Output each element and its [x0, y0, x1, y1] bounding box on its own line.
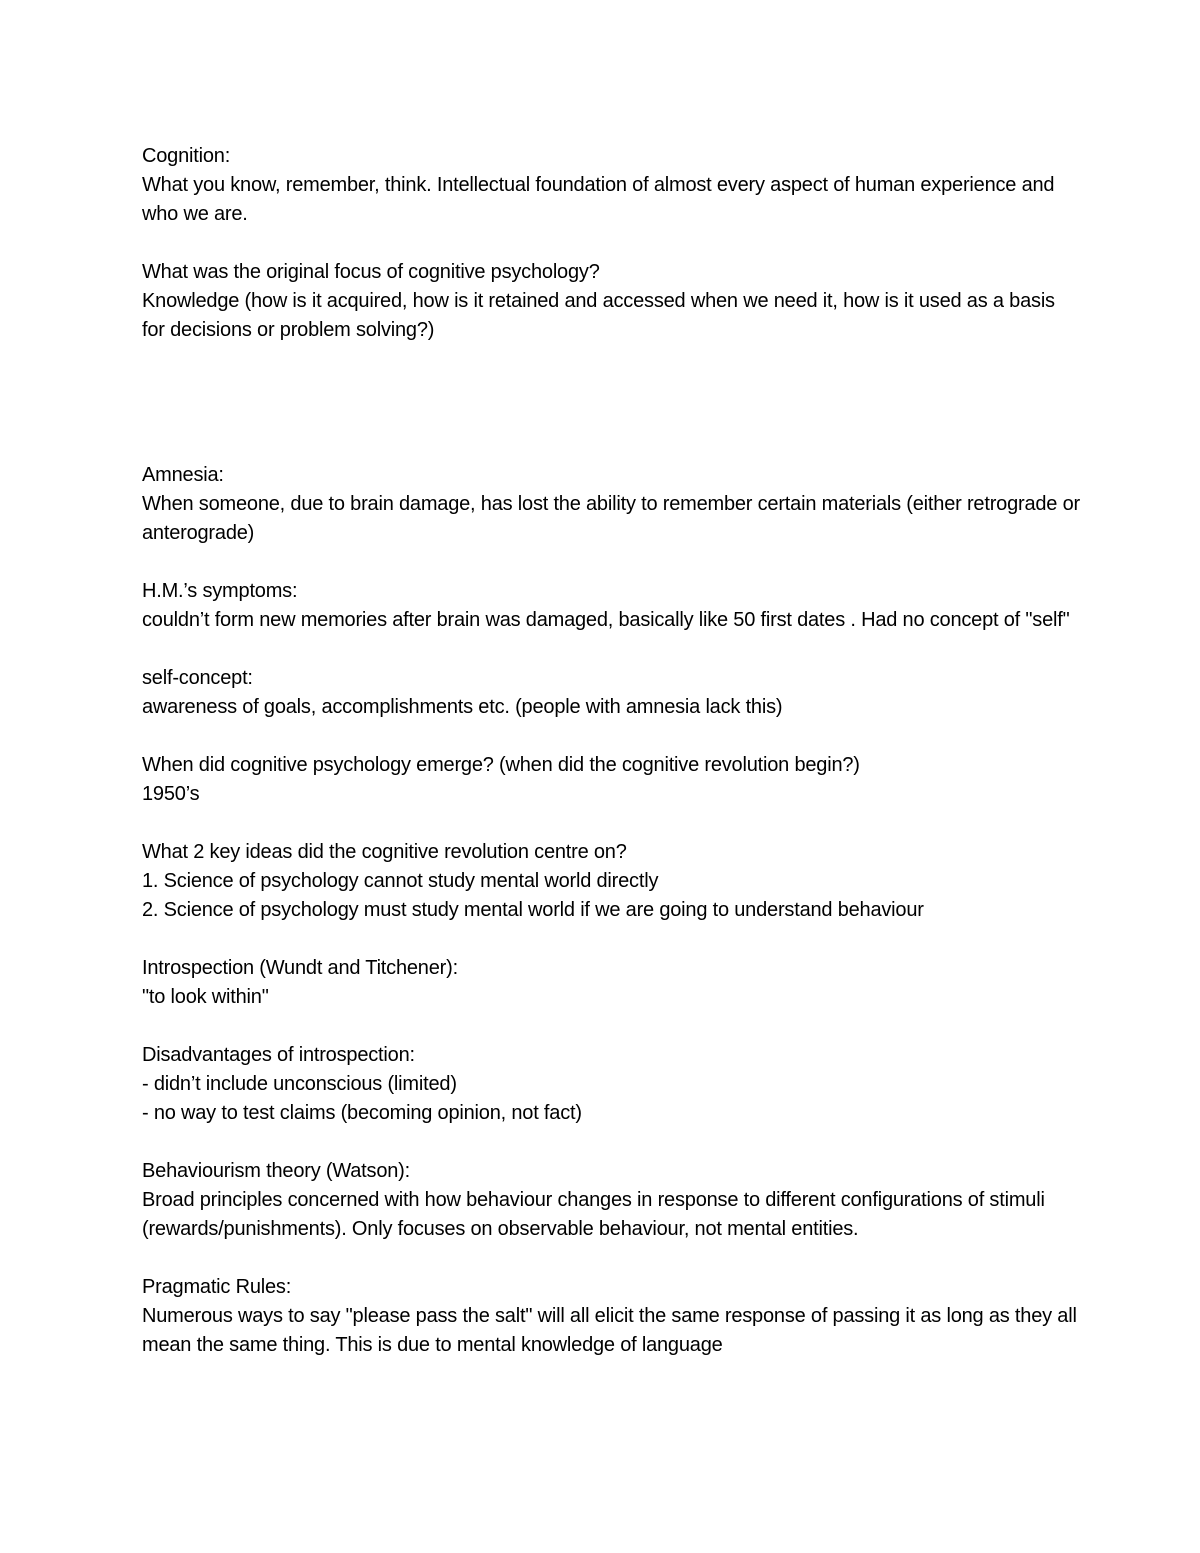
section-heading: Introspection (Wundt and Titchener): — [142, 957, 458, 979]
document-page — [142, 142, 1082, 1360]
section-self-concept — [142, 664, 1082, 722]
list-item: - no way to test claims (becoming opinion, not fact) — [142, 1102, 582, 1124]
section-hm-symptoms — [142, 577, 1082, 635]
section-heading: H.M.’s symptoms: — [142, 580, 298, 602]
section-heading: What was the original focus of cognitive psychology? — [142, 261, 600, 283]
section-heading: What 2 key ideas did the cognitive revolution centre on? — [142, 841, 627, 863]
section-text: What you know, remember, think. Intellectual foundation of almost every aspect of human experience and who we are. — [142, 174, 1055, 225]
section-heading: Cognition: — [142, 145, 231, 167]
section-emergence — [142, 751, 1082, 809]
section-heading: Pragmatic Rules: — [142, 1276, 292, 1298]
section-cognition — [142, 142, 1082, 229]
section-heading: self-concept: — [142, 667, 253, 689]
section-text: "to look within" — [142, 986, 269, 1008]
section-introspection-disadvantages — [142, 1041, 1082, 1128]
section-text: awareness of goals, accomplishments etc. (people with amnesia lack this) — [142, 696, 783, 718]
section-text: Knowledge (how is it acquired, how is it retained and accessed when we need it, how is it used as a basis for decisions or problem solving?) — [142, 290, 1055, 341]
section-heading: When did cognitive psychology emerge? (when did the cognitive revolution begin?) — [142, 754, 860, 776]
section-pragmatic-rules — [142, 1273, 1082, 1360]
section-text: When someone, due to brain damage, has lost the ability to remember certain materials (either retrograde or anterograde) — [142, 493, 1080, 544]
section-heading: Disadvantages of introspection: — [142, 1044, 415, 1066]
section-amnesia — [142, 461, 1082, 548]
list-item: 1. Science of psychology cannot study mental world directly — [142, 870, 659, 892]
section-text: couldn’t form new memories after brain was damaged, basically like 50 first dates . Had no concept of "self" — [142, 609, 1070, 631]
section-text: Broad principles concerned with how behaviour changes in response to different configurations of stimuli (rewards/punishments). Only focuses on observable behaviour, not mental entities. — [142, 1189, 1045, 1240]
section-heading: Amnesia: — [142, 464, 224, 486]
section-key-ideas — [142, 838, 1082, 925]
list-item: 2. Science of psychology must study mental world if we are going to understand behaviour — [142, 899, 924, 921]
section-introspection — [142, 954, 1082, 1012]
section-text: 1950’s — [142, 783, 200, 805]
section-original-focus — [142, 258, 1082, 345]
list-item: - didn’t include unconscious (limited) — [142, 1073, 457, 1095]
section-heading: Behaviourism theory (Watson): — [142, 1160, 410, 1182]
section-behaviourism — [142, 1157, 1082, 1244]
section-text: Numerous ways to say "please pass the salt" will all elicit the same response of passing it as long as they all mean the same thing. This is due to mental knowledge of language — [142, 1305, 1077, 1356]
